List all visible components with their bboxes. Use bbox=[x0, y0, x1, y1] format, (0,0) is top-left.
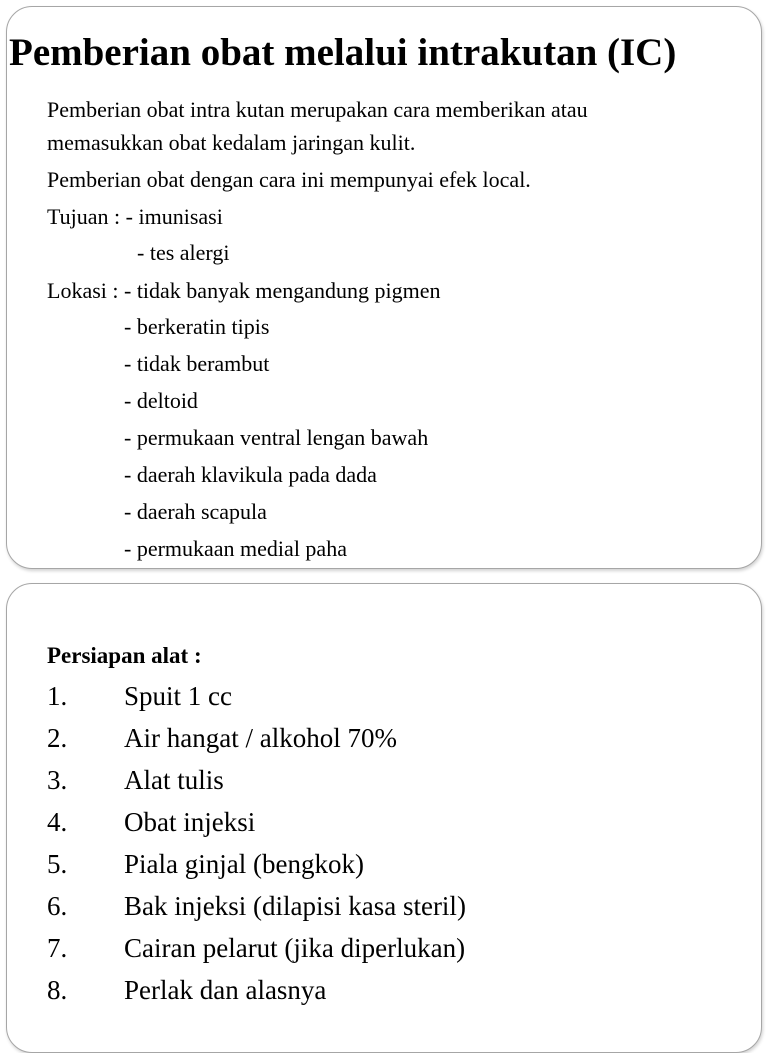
list-text: Cairan pelarut (jika diperlukan) bbox=[124, 933, 466, 963]
lokasi-item: - berkeratin tipis bbox=[124, 314, 270, 339]
lokasi-item: - permukaan ventral lengan bawah bbox=[124, 425, 429, 450]
list-text: Spuit 1 cc bbox=[124, 681, 232, 711]
list-text: Bak injeksi (dilapisi kasa steril) bbox=[124, 891, 466, 921]
body-line: memasukkan obat kedalam jaringan kulit. bbox=[47, 130, 416, 155]
tujuan-item: - tes alergi bbox=[137, 240, 230, 265]
list-number: 6. bbox=[47, 891, 68, 921]
list-number: 4. bbox=[47, 807, 68, 837]
slide-persiapan-alat bbox=[6, 583, 762, 1053]
body-line: Pemberian obat intra kutan merupakan cara memberikan atau bbox=[47, 97, 588, 122]
lokasi-item: - deltoid bbox=[124, 388, 198, 413]
list-number: 5. bbox=[47, 849, 68, 879]
list-number: 8. bbox=[47, 975, 68, 1005]
list-number: 7. bbox=[47, 933, 68, 963]
slide-intrakutan bbox=[6, 6, 762, 569]
slide-title: Pemberian obat melalui intrakutan (IC) bbox=[9, 31, 677, 74]
list-text: Alat tulis bbox=[124, 765, 224, 795]
section-heading: Persiapan alat : bbox=[47, 643, 202, 668]
lokasi-line: Lokasi : - tidak banyak mengandung pigmen bbox=[47, 278, 441, 303]
lokasi-item: - tidak berambut bbox=[124, 351, 270, 376]
tujuan-line: Tujuan : - imunisasi bbox=[47, 204, 223, 229]
list-text: Obat injeksi bbox=[124, 807, 256, 837]
list-number: 2. bbox=[47, 723, 68, 753]
list-text: Perlak dan alasnya bbox=[124, 975, 327, 1005]
lokasi-item: - daerah scapula bbox=[124, 499, 267, 524]
lokasi-item: - permukaan medial paha bbox=[124, 536, 347, 561]
list-text: Piala ginjal (bengkok) bbox=[124, 849, 364, 879]
list-text: Air hangat / alkohol 70% bbox=[124, 723, 397, 753]
lokasi-item: - daerah klavikula pada dada bbox=[124, 462, 377, 487]
body-line: Pemberian obat dengan cara ini mempunyai efek local. bbox=[47, 167, 531, 192]
list-number: 1. bbox=[47, 681, 68, 711]
list-number: 3. bbox=[47, 765, 68, 795]
